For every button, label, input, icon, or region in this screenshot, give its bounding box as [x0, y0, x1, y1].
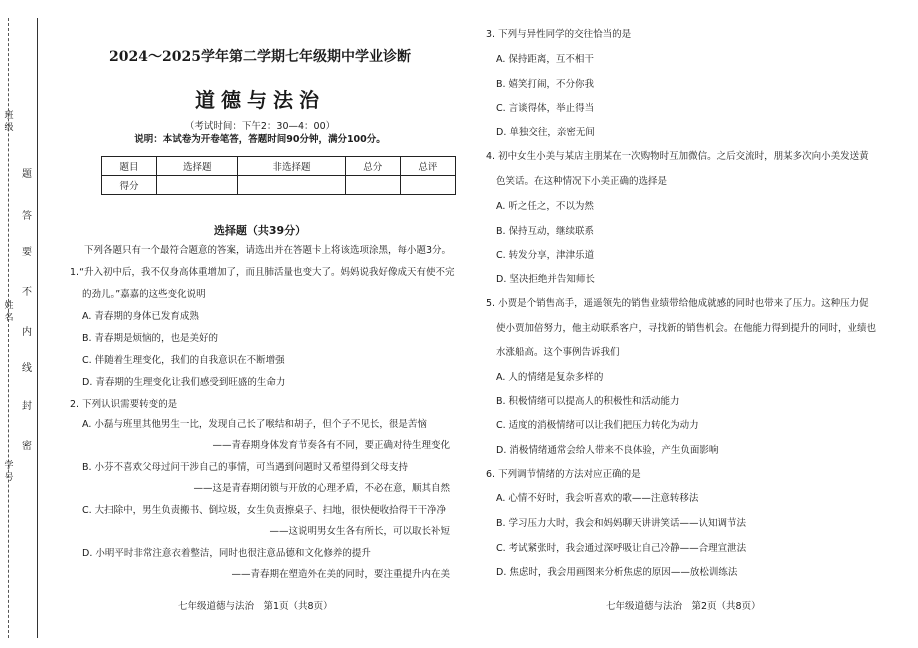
q2-option-d: D. 小明平时非常注意衣着整洁，同时也很注意品德和文化修养的提升 — [82, 548, 371, 559]
q6-stem: 6. 下列调节情绪的方法对应正确的是 — [486, 469, 641, 480]
seal-char: 题 — [22, 169, 32, 180]
q1-option-b: B. 青春期是烦恼的，也是美好的 — [82, 333, 219, 344]
q6-option-c: C. 考试紧张时，我会通过深呼吸让自己冷静——合理宣泄法 — [496, 543, 747, 554]
q1-option-a: A. 青春期的身体已发育成熟 — [82, 311, 199, 322]
q1-option-c: C. 伴随着生理变化，我们的自我意识在不断增强 — [82, 355, 285, 366]
page-footer: 七年级道德与法治 第2页（共8页） — [606, 601, 761, 612]
q3-option-a: A. 保持距离，互不相干 — [496, 54, 594, 65]
score-cell — [238, 176, 345, 195]
q4-stem: 色笑话。在这种情况下小美正确的选择是 — [496, 176, 668, 187]
score-table — [101, 156, 456, 195]
q4-stem: 4. 初中女生小美与某店主朋某在一次购物时互加微信。之后交流时，朋某多次向小美发送黄 — [486, 151, 869, 162]
page-2 — [480, 0, 900, 648]
score-table-header-row — [102, 157, 456, 176]
score-row-label: 得分 — [102, 176, 157, 195]
score-cell — [400, 176, 455, 195]
q2-option-a-note: ——青春期身体发育节奏各有不同，要正确对待生理变化 — [212, 440, 450, 451]
name-field-label: 姓名 — [4, 301, 14, 323]
q3-option-b: B. 嬉笑打闹，不分你我 — [496, 79, 595, 90]
seal-char: 要 — [22, 247, 32, 258]
q1-stem: 的劲儿。”嘉嘉的这些变化说明 — [82, 289, 206, 300]
q6-option-a: A. 心情不好时，我会听喜欢的歌——注意转移法 — [496, 493, 699, 504]
q2-option-c-note: ——这说明男女生各有所长，可以取长补短 — [269, 526, 450, 537]
page-1 — [60, 0, 460, 648]
score-cell — [157, 176, 238, 195]
q5-stem: 5. 小贾是个销售高手，遥遥领先的销售业绩带给他成就感的同时也带来了压力。这种压力促 — [486, 298, 869, 309]
q5-option-d: D. 消极情绪通常会给人带来不良体验，产生负面影响 — [496, 445, 719, 456]
seal-char: 线 — [22, 363, 32, 374]
q4-option-b: B. 保持互动，继续联系 — [496, 226, 595, 237]
seal-char: 内 — [22, 327, 32, 338]
seal-line — [37, 18, 38, 638]
q5-stem: 水涨船高。这个事例告诉我们 — [496, 347, 620, 358]
q3-option-d: D. 单独交往，亲密无间 — [496, 127, 595, 138]
score-table-header: 总评 — [400, 157, 455, 176]
q4-option-d: D. 坚决拒绝并告知师长 — [496, 274, 595, 285]
q1-stem: 1.“升入初中后，我不仅身高体重增加了，而且肺活量也变大了。妈妈说我好像成天有使不完 — [70, 267, 455, 278]
page-footer: 七年级道德与法治 第1页（共8页） — [178, 601, 333, 612]
q3-stem: 3. 下列与异性同学的交往恰当的是 — [486, 29, 632, 40]
seal-char: 密 — [22, 441, 32, 452]
q5-option-c: C. 适度的消极情绪可以让我们把压力转化为动力 — [496, 420, 699, 431]
q5-option-a: A. 人的情绪是复杂多样的 — [496, 372, 604, 383]
q2-option-b-note: ——这是青春期闭锁与开放的心理矛盾，不必在意，顺其自然 — [193, 483, 450, 494]
seal-char: 封 — [22, 401, 32, 412]
score-table-header: 题目 — [102, 157, 157, 176]
score-table-header: 非选择题 — [238, 157, 345, 176]
score-table-header: 选择题 — [157, 157, 238, 176]
exam-title: 2024～2025学年第二学期七年级期中学业诊断 — [109, 49, 411, 65]
score-cell — [345, 176, 400, 195]
score-table-header: 总分 — [345, 157, 400, 176]
q2-option-c: C. 大扫除中，男生负责搬书、倒垃圾，女生负责擦桌子、扫地，很快便收拾得干干净净 — [82, 505, 447, 516]
q2-option-a: A. 小磊与班里其他男生一比，发现自己长了喉结和胡子，但个子不见长，很是苦恼 — [82, 419, 427, 430]
q4-option-a: A. 听之任之，不以为然 — [496, 201, 594, 212]
q3-option-c: C. 言谈得体，举止得当 — [496, 103, 595, 114]
seal-char: 不 — [22, 287, 32, 298]
section-title: 选择题（共39分） — [213, 224, 307, 237]
student-id-field-label: 学号 — [4, 461, 14, 483]
q2-stem: 2. 下列认识需要转变的是 — [70, 399, 178, 410]
q5-option-b: B. 积极情绪可以提高人的积极性和活动能力 — [496, 396, 680, 407]
q6-option-b: B. 学习压力大时，我会和妈妈聊天讲讲笑话——认知调节法 — [496, 518, 747, 529]
q4-option-c: C. 转发分享，津津乐道 — [496, 250, 595, 261]
score-table-row — [102, 176, 456, 195]
q5-stem: 使小贾加倍努力，他主动联系客户，寻找新的销售机会。在他能力得到提升的同时，业绩也 — [496, 323, 877, 334]
q6-option-d: D. 焦虑时，我会用画图来分析焦虑的原因——放松训练法 — [496, 567, 738, 578]
exam-time: （考试时间：下午2：30—4：00） — [184, 121, 336, 132]
q1-option-d: D. 青春期的生理变化让我们感受到旺盛的生命力 — [82, 377, 286, 388]
seal-char: 答 — [22, 211, 32, 222]
binding-margin — [0, 0, 42, 648]
section-instruction: 下列各题只有一个最符合题意的答案，请选出并在答题卡上将该选项涂黑，每小题3分。 — [84, 245, 452, 256]
class-field-label: 班级 — [4, 111, 14, 133]
subject-title: 道德与法治 — [195, 88, 325, 112]
exam-note: 说明：本试卷为开卷笔答，答题时间90分钟，满分100分。 — [134, 134, 386, 145]
q2-option-b: B. 小芬不喜欢父母过问干涉自己的事情，可当遇到问题时又希望得到父母支持 — [82, 462, 409, 473]
q2-option-d-note: ——青春期在塑造外在美的同时，要注重提升内在美 — [231, 569, 450, 580]
